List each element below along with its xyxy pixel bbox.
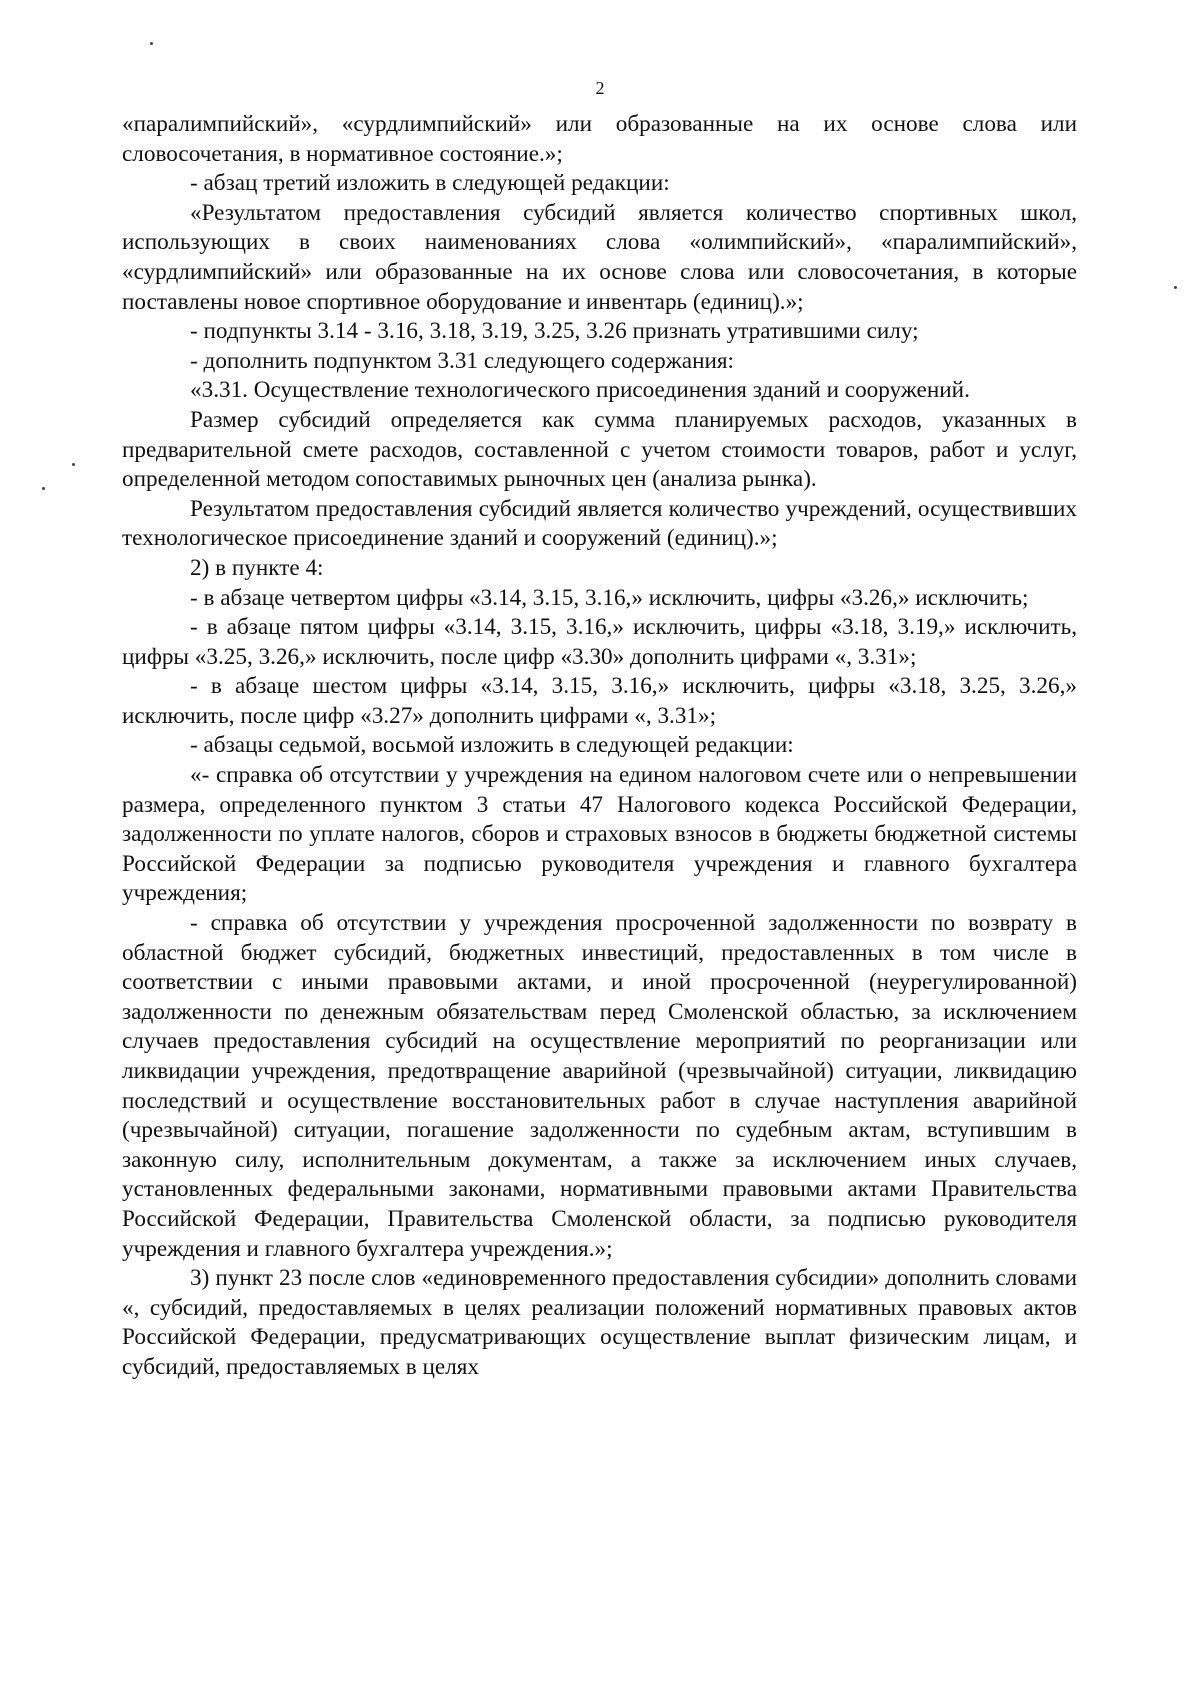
scan-speck xyxy=(42,487,45,490)
paragraph: - в абзаце пятом цифры «3.14, 3.15, 3.16,» исключить, цифры «3.18, 3.19,» исключить, цифры «3.25, 3.26,» исключить, после цифр «3.30» дополнить цифрами «, 3.31»; xyxy=(122,614,1077,670)
scan-speck xyxy=(72,463,75,466)
scan-speck xyxy=(150,42,153,45)
paragraph: «3.31. Осуществление технологического присоединения зданий и сооружений. xyxy=(190,377,970,404)
page-number: 2 xyxy=(595,78,605,98)
paragraph: - абзацы седьмой, восьмой изложить в следующей редакции: xyxy=(190,732,794,759)
paragraph: - в абзаце шестом цифры «3.14, 3.15, 3.16,» исключить, цифры «3.18, 3.25, 3.26,» исключить, после цифр «3.27» дополнить цифрами «, 3.31»; xyxy=(122,673,1077,729)
paragraph: 2) в пункте 4: xyxy=(190,554,324,581)
paragraph: - дополнить подпунктом 3.31 следующего содержания: xyxy=(190,347,734,374)
paragraph: Размер субсидий определяется как сумма планируемых расходов, указанных в предварительной смете расходов, составленной с учетом стоимости товаров, работ и услуг, определенной методом сопоставимых рыночных цен (анализа рынка). xyxy=(122,406,1077,493)
paragraph: «паралимпийский», «сурдлимпийский» или образованные на их основе слова или словосочетания, в нормативное состояние.»; xyxy=(122,111,1077,167)
paragraph: - в абзаце четвертом цифры «3.14, 3.15, 3.16,» исключить, цифры «3.26,» исключить; xyxy=(190,584,1029,611)
paragraph: 3) пункт 23 после слов «единовременного предоставления субсидии» дополнить словами «, субсидий, предоставляемых в целях реализации положений нормативных правовых актов Российской Федерации, предусматривающих осуществление выплат физическим лицам, и субсидий, предоставляемых в целях xyxy=(122,1265,1077,1380)
paragraph: Результатом предоставления субсидий является количество учреждений, осуществивших технологическое присоединение зданий и сооружений (единиц).»; xyxy=(122,495,1077,552)
paragraph: - абзац третий изложить в следующей редакции: xyxy=(190,170,670,197)
paragraph: «- справка об отсутствии у учреждения на едином налоговом счете или о непревышении размера, определенного пунктом 3 статьи 47 Налогового кодекса Российской Федерации, задолженности по уплате налогов, сборов и страховых взносов в бюджеты бюджетной системы Российской Федерации за подписью руководителя учреждения и главного бухгалтера учреждения; xyxy=(122,762,1077,907)
scan-speck xyxy=(1174,286,1177,289)
paragraph: - справка об отсутствии у учреждения просроченной задолженности по возврату в областной бюджет субсидий, бюджетных инвестиций, предоставленных в том числе в соответствии с иными правовыми актами, и иной просроченной (неурегулированной) задолженности по денежным обязательствам перед Смоленской областью, за исключением случаев предоставления субсидий на осуществление мероприятий по реорганизации или ликвидации учреждения, предотвращение аварийной (чрезвычайной) ситуации, ликвидацию последствий и осуществление восстановительных работ в случае наступления аварийной (чрезвычайной) ситуации, погашение задолженности по судебным актам, вступившим в законную силу, исполнительным документам, а также за исключением иных случаев, установленных федеральными законами, нормативными правовыми актами Правительства Российской Федерации, Правительства Смоленской области, за подписью руководителя учреждения и главного бухгалтера учреждения.»; xyxy=(122,910,1077,1262)
paragraph: «Результатом предоставления субсидий является количество спортивных школ, использующих в своих наименованиях слова «олимпийский», «паралимпийский», «сурдлимпийский» или образованные на их основе слова или словосочетания, в которые поставлены новое спортивное оборудование и инвентарь (единиц).»; xyxy=(122,199,1077,315)
document-body xyxy=(122,110,1077,1383)
paragraph: - подпункты 3.14 - 3.16, 3.18, 3.19, 3.25, 3.26 признать утратившими силу; xyxy=(190,318,919,345)
